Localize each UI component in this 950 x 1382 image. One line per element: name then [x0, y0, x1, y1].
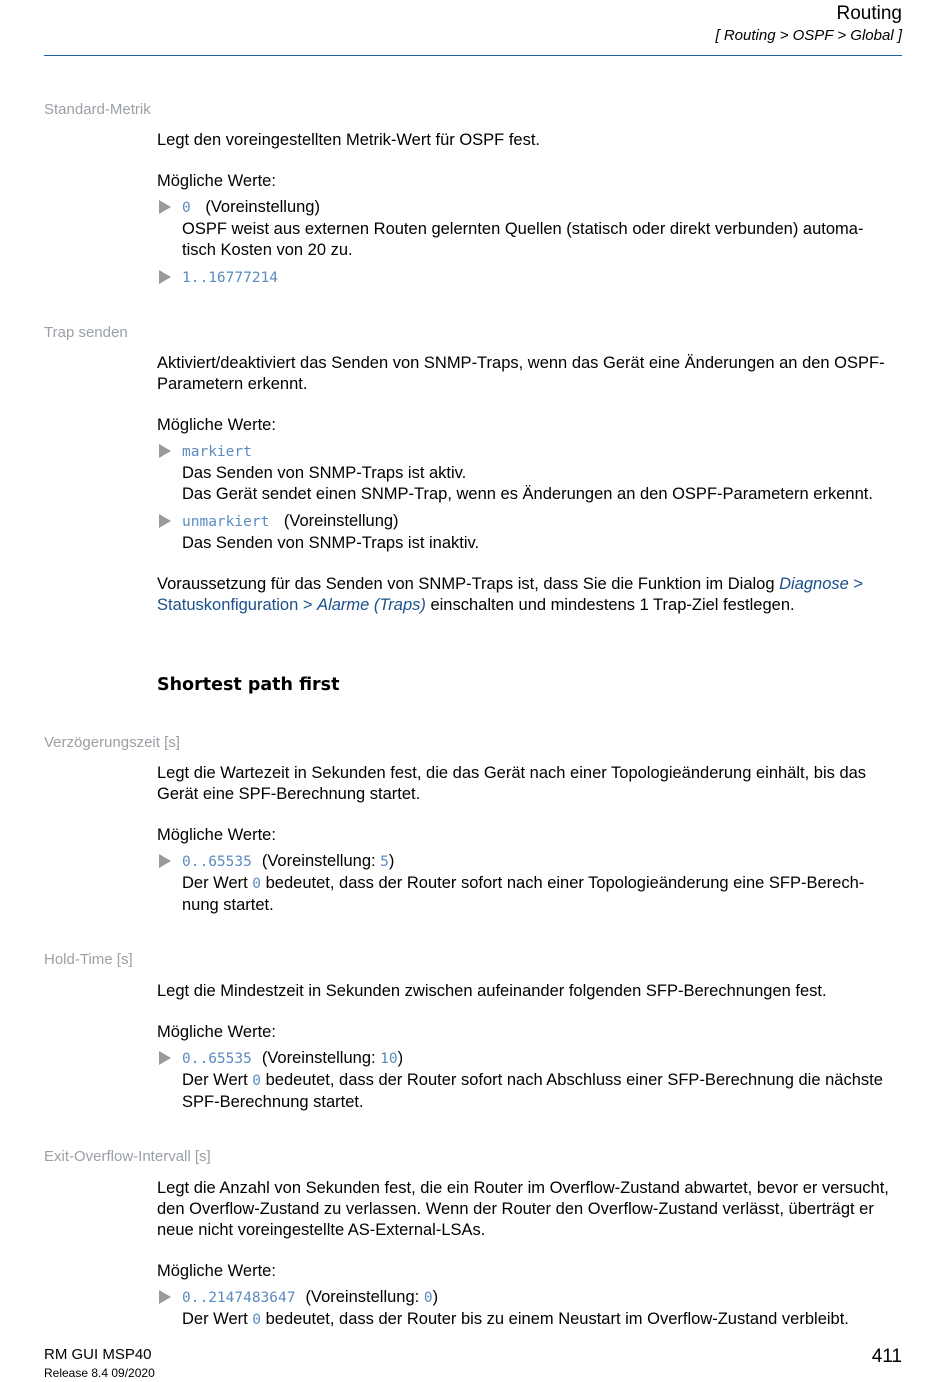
default-note: (Voreinstellung:: [261, 852, 381, 870]
breadcrumb: [ Routing > OSPF > Global ]: [715, 27, 902, 44]
header-divider: [44, 55, 902, 56]
delay-description: Legt die Wartezeit in Sekunden fest, die das Gerät nach einer Topologieänderung einhält, bis das Gerät eine SPF-Berechnung startet.: [157, 764, 867, 803]
default-value: 10: [380, 1051, 398, 1067]
footer-release: Release 8.4 09/2020: [44, 1366, 155, 1380]
param-label-delay: Verzögerungszeit [s]: [44, 734, 180, 751]
standard-metric-body: [157, 130, 904, 295]
value-code: unmarkiert: [182, 514, 270, 530]
bullet-triangle-icon: [159, 1290, 171, 1304]
link-alarme-traps[interactable]: Alarme (Traps): [317, 596, 426, 614]
footer-product-info: [44, 1346, 155, 1382]
list-item: [157, 851, 904, 916]
prereq-text: einschalten und mindestens 1 Trap-Ziel festlegen.: [425, 596, 795, 614]
default-note: (Voreinstellung): [283, 512, 399, 530]
possible-values-label: Mögliche Werte:: [157, 1262, 276, 1280]
list-item: [157, 1287, 904, 1331]
value-description: Das Gerät sendet einen SNMP-Trap, wenn es Änderungen an den OSPF-Parametern erkennt.: [182, 485, 873, 503]
note-text: bedeutet, dass der Router sofort nach einer Topologieänderung eine SFP-Berech- nung startet.: [182, 874, 865, 914]
hold-description: Legt die Mindestzeit in Sekunden zwischen aufeinander folgenden SFP-Berechnungen fest.: [157, 982, 827, 1000]
prereq-text: Voraussetzung für das Senden von SNMP-Traps ist, dass Sie die Funktion im Dialog: [157, 575, 780, 593]
default-note-end: ): [432, 1288, 439, 1306]
default-note-end: ): [397, 1049, 404, 1067]
exit-overflow-description: Legt die Anzahl von Sekunden fest, die ein Router im Overflow-Zustand abwartet, bevor er versucht, den Overflow-Zustand zu verlassen. Wenn der Router den Overflow-Zustand verlässt, überträgt er neue nicht voreingestellte AS-External-LSAs.: [157, 1179, 889, 1239]
param-label-trap: Trap senden: [44, 324, 128, 341]
param-label-standard-metric: Standard-Metrik: [44, 101, 151, 118]
value-description: [182, 1309, 904, 1331]
page-header-title: Routing: [836, 3, 902, 24]
link-statuskonfiguration[interactable]: Statuskonfiguration: [157, 596, 299, 614]
possible-values-label: Mögliche Werte:: [157, 826, 276, 844]
trap-prerequisite: [157, 574, 904, 616]
list-item: [157, 511, 904, 554]
default-note-end: ): [388, 852, 395, 870]
value-description: [182, 873, 904, 916]
note-text: bedeutet, dass der Router sofort nach Abschluss einer SFP-Berechnung die nächste SPF-Berechnung startet.: [182, 1071, 883, 1111]
standard-metric-description: Legt den voreingestellten Metrik-Wert für OSPF fest.: [157, 131, 541, 149]
bullet-triangle-icon: [159, 514, 171, 528]
value-code: 1..16777214: [182, 270, 279, 286]
value-description: [182, 1070, 904, 1113]
trap-body: [157, 353, 904, 616]
value-code: 0: [182, 200, 191, 216]
possible-values-label: Mögliche Werte:: [157, 416, 276, 434]
link-separator: >: [848, 575, 864, 593]
note-text: Der Wert: [182, 874, 253, 892]
value-description: Das Senden von SNMP-Traps ist inaktiv.: [182, 534, 480, 552]
exit-overflow-body: [157, 1178, 904, 1337]
value-code: markiert: [182, 444, 252, 460]
bullet-triangle-icon: [159, 270, 171, 284]
value-code: 0..2147483647: [182, 1290, 296, 1306]
param-label-exit-overflow: Exit-Overflow-Intervall [s]: [44, 1148, 211, 1165]
list-item: [157, 267, 904, 289]
footer-product: RM GUI MSP40: [44, 1346, 152, 1363]
list-item: [157, 441, 904, 505]
note-text: Der Wert: [182, 1310, 253, 1328]
param-label-hold-time: Hold-Time [s]: [44, 951, 133, 968]
note-text: bedeutet, dass der Router bis zu einem Neustart im Overflow-Zustand verbleibt.: [261, 1310, 849, 1328]
page-number: 411: [871, 1346, 902, 1367]
value-code: 0: [252, 876, 262, 892]
value-code: 0..65535: [182, 1051, 252, 1067]
bullet-triangle-icon: [159, 444, 171, 458]
default-note: (Voreinstellung): [205, 198, 320, 216]
value-code: 0..65535: [182, 854, 252, 870]
note-text: Der Wert: [182, 1071, 253, 1089]
delay-body: [157, 763, 904, 922]
trap-description: Aktiviert/deaktiviert das Senden von SNMP-Traps, wenn das Gerät eine Änderungen an den OSPF-Parametern erkennt.: [157, 354, 885, 393]
default-value: 5: [380, 854, 389, 870]
value-description: Das Senden von SNMP-Traps ist aktiv.: [182, 464, 467, 482]
value-code: 0: [252, 1073, 262, 1089]
hold-body: [157, 981, 904, 1119]
list-item: [157, 1048, 904, 1113]
list-item: [157, 197, 904, 261]
default-note: (Voreinstellung:: [261, 1049, 381, 1067]
possible-values-label: Mögliche Werte:: [157, 172, 276, 190]
possible-values-label: Mögliche Werte:: [157, 1023, 276, 1041]
default-note: (Voreinstellung:: [305, 1288, 424, 1306]
link-diagnose[interactable]: Diagnose: [779, 575, 849, 593]
bullet-triangle-icon: [159, 854, 171, 868]
value-description: OSPF weist aus externen Routen gelernten Quellen (statisch oder direkt verbunden) automa- tisch Kosten von 20 zu.: [182, 220, 864, 259]
link-separator: >: [298, 596, 318, 614]
bullet-triangle-icon: [159, 1051, 171, 1065]
section-heading: Shortest path first: [157, 675, 340, 695]
default-value: 0: [423, 1290, 433, 1306]
bullet-triangle-icon: [159, 200, 171, 214]
value-code: 0: [252, 1312, 262, 1328]
